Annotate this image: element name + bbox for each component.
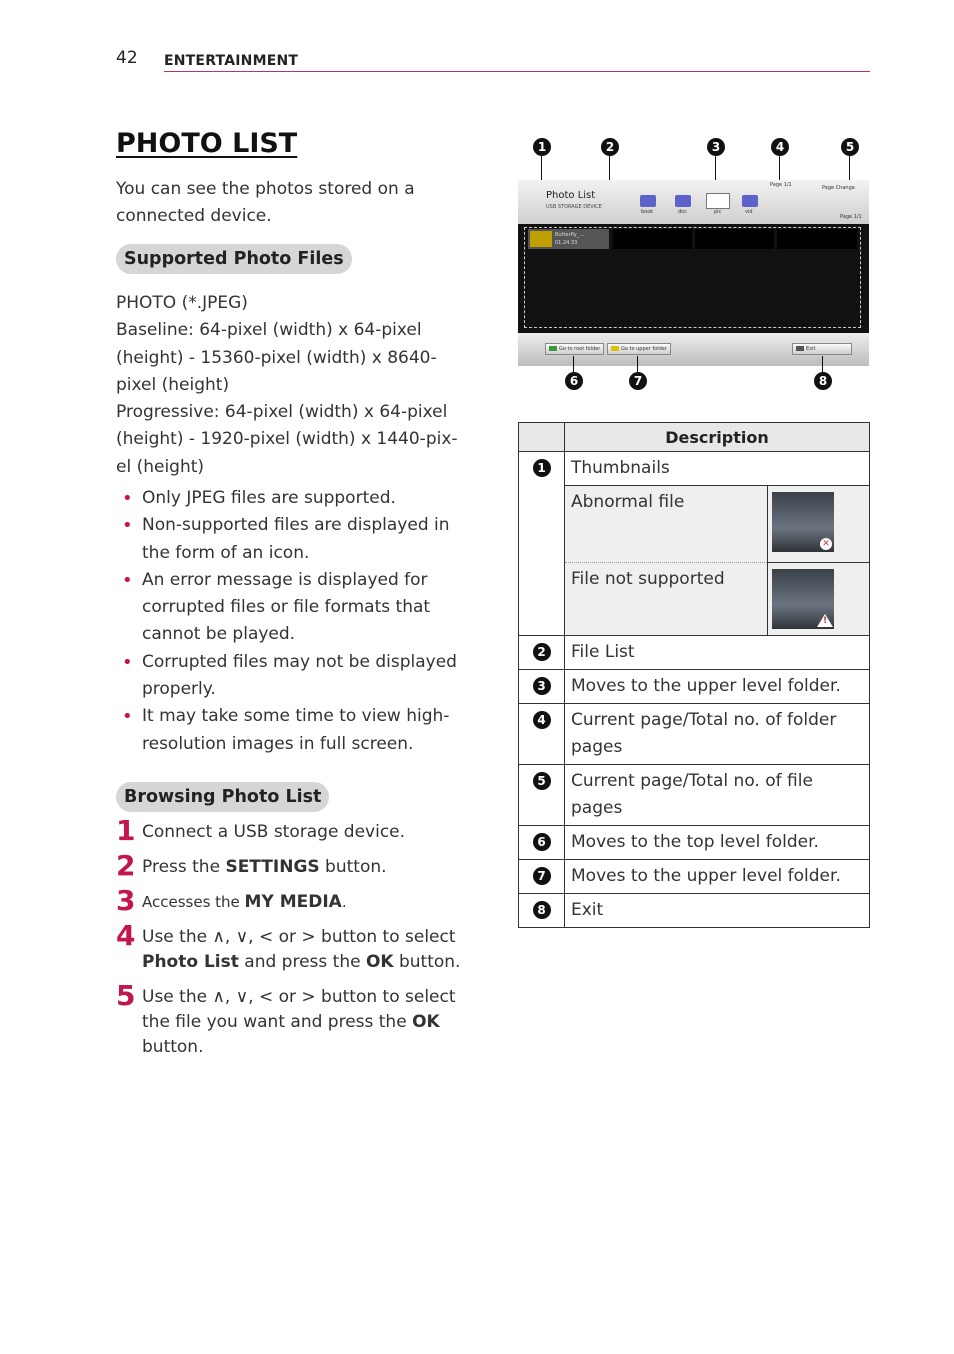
step-text: Press the xyxy=(142,857,226,877)
table-row xyxy=(519,765,870,826)
description-table xyxy=(518,422,870,928)
bullet-item: • Non-supported files are displayed in the form of an icon. xyxy=(116,512,471,567)
file-thumbnail-cell[interactable] xyxy=(528,229,609,249)
header-empty xyxy=(519,423,565,452)
section-title: ENTERTAINMENT xyxy=(164,53,299,69)
callout-2: 2 xyxy=(601,138,619,156)
header-description: Description xyxy=(565,423,870,452)
table-row xyxy=(519,670,870,704)
page-title: PHOTO LIST xyxy=(116,128,298,159)
file-name: Butterfly_... xyxy=(555,232,585,238)
step-4 xyxy=(116,919,476,975)
row-text: Exit xyxy=(565,894,870,928)
upper-folder-icon[interactable] xyxy=(706,193,730,209)
button-label: Go to upper folder xyxy=(621,346,667,352)
number-badge: 7 xyxy=(533,867,551,885)
row-number xyxy=(519,826,565,860)
row-number xyxy=(519,894,565,928)
table-subrow xyxy=(519,563,870,636)
yellow-key-icon xyxy=(611,346,619,351)
step-bold: OK xyxy=(365,952,394,972)
leader-line xyxy=(573,356,574,372)
callout-7: 7 xyxy=(629,372,647,390)
step-1 xyxy=(116,814,476,847)
abnormal-file-thumbnail xyxy=(772,492,834,552)
row-text: Current page/Total no. of file pages xyxy=(565,765,870,826)
page-number: 42 xyxy=(116,48,138,68)
abnormal-file-image-cell xyxy=(768,486,870,563)
number-badge: 2 xyxy=(533,643,551,661)
unsupported-file-label: File not supported xyxy=(565,563,768,636)
row-text: Thumbnails xyxy=(565,452,870,486)
folder-label: doc xyxy=(678,209,687,215)
number-badge: 5 xyxy=(533,772,551,790)
button-label: Exit xyxy=(806,346,816,352)
step-bold: Photo List xyxy=(142,952,239,972)
error-x-icon: ✕ xyxy=(820,538,832,550)
step-text: Connect a USB storage device. xyxy=(142,822,406,842)
screenshot-title: Photo List xyxy=(546,190,596,201)
number-badge: 8 xyxy=(533,901,551,919)
row-number xyxy=(519,765,565,826)
folder-label: vid xyxy=(745,209,753,215)
table-row xyxy=(519,826,870,860)
row-number xyxy=(519,670,565,704)
file-page-indicator: Page 1/1 xyxy=(840,214,862,220)
step-number: 3 xyxy=(116,884,136,917)
callout-8: 8 xyxy=(814,372,832,390)
unsupported-file-thumbnail xyxy=(772,569,834,629)
step-5 xyxy=(116,979,476,1060)
table-row xyxy=(519,860,870,894)
step-text: . xyxy=(341,893,347,911)
step-text: button. xyxy=(142,1037,204,1057)
abnormal-file-label: Abnormal file xyxy=(565,486,768,563)
step-number: 1 xyxy=(116,814,136,847)
empty-cell[interactable] xyxy=(695,229,774,249)
supported-spec: PHOTO (*.JPEG) Baseline: 64-pixel (width) x 64-pixel (height) - 15360-pixel (width) x 8640-pixel (height) Progressive: 64-pixel (width) x 64-pixel (height) - 1920-pixel (width) x 1440-pix-el (height) xyxy=(116,293,458,477)
row-number xyxy=(519,636,565,670)
unsupported-file-image-cell xyxy=(768,563,870,636)
exit-button[interactable] xyxy=(792,343,852,355)
row-number xyxy=(519,452,565,636)
table-subrow xyxy=(519,486,870,563)
leader-line xyxy=(637,356,638,372)
table-header-row xyxy=(519,423,870,452)
browsing-heading: Browsing Photo List xyxy=(116,782,329,812)
header-rule xyxy=(164,71,870,72)
browsing-steps xyxy=(116,814,476,1060)
table-row xyxy=(519,894,870,928)
callout-1: 1 xyxy=(533,138,551,156)
warning-icon: ! xyxy=(817,614,833,627)
step-number: 4 xyxy=(116,919,136,952)
bullet-item: • Corrupted files may not be displayed properly. xyxy=(116,649,471,704)
row-number xyxy=(519,860,565,894)
row-text: Moves to the top level folder. xyxy=(565,826,870,860)
step-number: 2 xyxy=(116,849,136,882)
number-badge: 4 xyxy=(533,711,551,729)
callout-3: 3 xyxy=(707,138,725,156)
step-text: Use the ∧, ∨, < or > button to select xyxy=(142,927,456,947)
step-number: 5 xyxy=(116,979,136,1012)
step-bold: MY MEDIA xyxy=(244,892,342,912)
file-date: 01.24.33 xyxy=(555,240,578,246)
number-badge: 1 xyxy=(533,459,551,477)
screenshot-header xyxy=(518,180,869,224)
supported-heading: Supported Photo Files xyxy=(116,244,352,274)
folder-icon[interactable] xyxy=(742,195,758,207)
row-text: Moves to the upper level folder. xyxy=(565,860,870,894)
bullet-item: • Only JPEG files are supported. xyxy=(116,485,471,512)
screenshot-footer xyxy=(518,333,869,366)
row-text: File List xyxy=(565,636,870,670)
folder-label: book xyxy=(641,209,654,215)
supported-bullets xyxy=(116,485,471,758)
folder-icon[interactable] xyxy=(640,195,656,207)
folder-page-indicator: Page 1/1 xyxy=(770,182,792,188)
upper-folder-button[interactable] xyxy=(607,343,671,355)
folder-label: pic xyxy=(714,209,722,215)
intro-text: You can see the photos stored on a connected device. xyxy=(116,179,415,226)
leader-line xyxy=(822,356,823,372)
exit-key-icon xyxy=(796,346,804,351)
green-key-icon xyxy=(549,346,557,351)
thumbnail-image xyxy=(530,231,552,247)
row-text: Current page/Total no. of folder pages xyxy=(565,704,870,765)
step-2 xyxy=(116,849,476,882)
bullet-item: • It may take some time to view high-resolution images in full screen. xyxy=(116,703,471,758)
callout-6: 6 xyxy=(565,372,583,390)
row-text: Moves to the upper level folder. xyxy=(565,670,870,704)
callout-5: 5 xyxy=(841,138,859,156)
step-bold: SETTINGS xyxy=(225,857,320,877)
file-grid xyxy=(518,224,869,333)
row-number xyxy=(519,704,565,765)
step-3 xyxy=(116,884,476,917)
empty-cell[interactable] xyxy=(613,229,692,249)
step-text: and press the xyxy=(238,952,366,972)
bullet-item: • An error message is displayed for corrupted files or file formats that cannot be played. xyxy=(116,567,471,649)
table-row xyxy=(519,704,870,765)
table-row xyxy=(519,452,870,486)
step-text: Use the ∧, ∨, < or > button to select the file you want and press the xyxy=(142,987,456,1032)
number-badge: 6 xyxy=(533,833,551,851)
page-change-button[interactable]: Page Change xyxy=(822,185,855,191)
number-badge: 3 xyxy=(533,677,551,695)
leader-line xyxy=(779,156,780,182)
empty-cell[interactable] xyxy=(777,229,857,249)
table-row xyxy=(519,636,870,670)
callout-4: 4 xyxy=(771,138,789,156)
step-bold: OK xyxy=(412,1012,440,1032)
step-text: button. xyxy=(393,952,461,972)
screenshot-subtitle: USB STORAGE DEVICE xyxy=(546,204,602,210)
step-text: Accesses the xyxy=(142,893,245,911)
folder-icon[interactable] xyxy=(675,195,691,207)
step-text: button. xyxy=(319,857,387,877)
photo-list-screenshot xyxy=(518,180,869,366)
button-label: Go to root folder xyxy=(559,346,601,352)
root-folder-button[interactable] xyxy=(545,343,604,355)
